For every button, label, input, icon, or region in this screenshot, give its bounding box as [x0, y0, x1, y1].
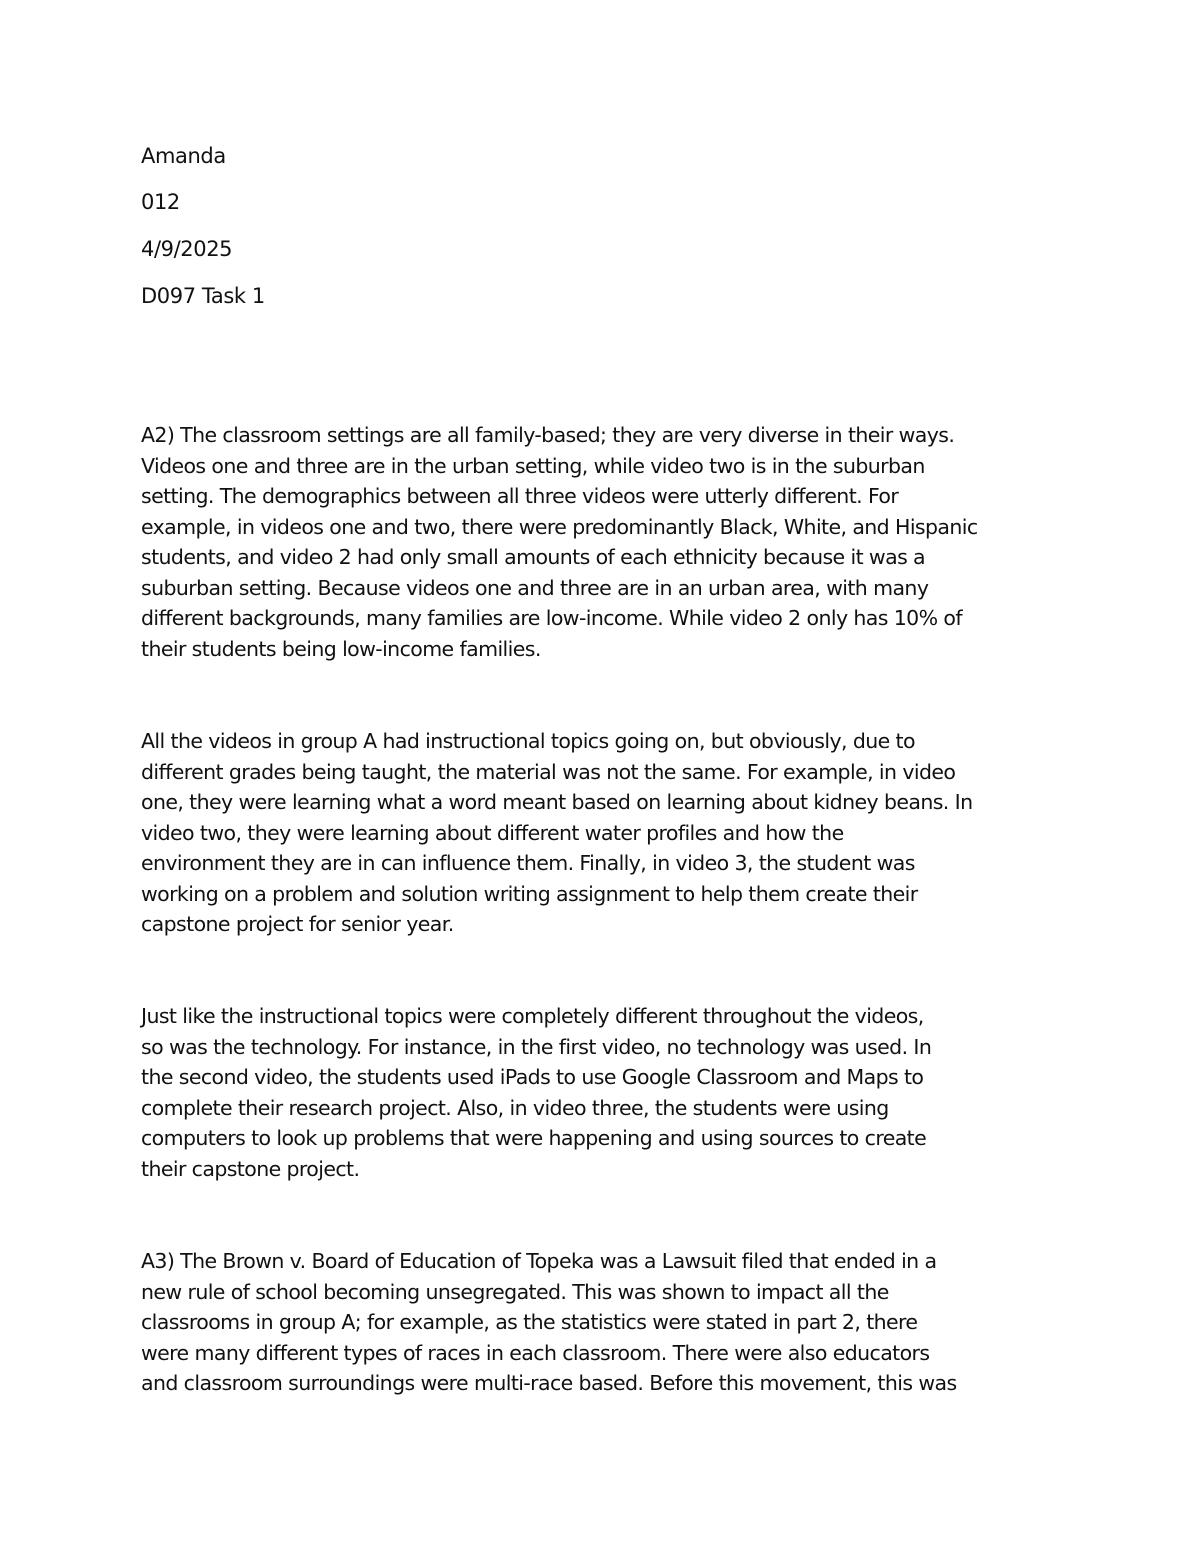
text-line: setting. The demographics between all three videos were utterly different. For: [141, 484, 899, 508]
text-line: complete their research project. Also, in video three, the students were using: [141, 1095, 889, 1120]
text-line: were many different types of races in each classroom. There were also educators: [141, 1340, 930, 1365]
text-line: capstone project for senior year.: [141, 912, 454, 936]
paragraph-a2-settings: [141, 420, 1071, 664]
text-line: suburban setting. Because videos one and three are in an urban area, with many: [141, 575, 929, 600]
text-line: classrooms in group A; for example, as the statistics were stated in part 2, there: [141, 1310, 918, 1334]
text-line: A2) The classroom settings are all family-based; they are very diverse in their ways.: [141, 423, 955, 447]
text-line: Just like the instructional topics were completely different throughout the videos,: [141, 1004, 924, 1028]
student-id: 012: [141, 190, 180, 214]
text-line: video two, they were learning about different water profiles and how the: [141, 820, 844, 845]
text-line: students, and video 2 had only small amounts of each ethnicity because it was a: [141, 545, 926, 569]
text-line: the second video, the students used iPads to use Google Classroom and Maps to: [141, 1065, 924, 1089]
submission-date: 4/9/2025: [141, 237, 233, 261]
course-task-title: D097 Task 1: [141, 284, 265, 308]
text-line: All the videos in group A had instructional topics going on, but obviously, due to: [141, 729, 915, 753]
paragraph-technology: [141, 1001, 1071, 1184]
paragraph-a3-brown-v-board: [141, 1246, 1071, 1399]
text-line: their students being low-income families.: [141, 636, 541, 661]
student-name: Amanda: [141, 144, 226, 168]
paragraph-instructional-topics: [141, 726, 1071, 940]
text-line: computers to look up problems that were happening and using sources to create: [141, 1126, 927, 1150]
text-line: their capstone project.: [141, 1156, 360, 1181]
text-line: one, they were learning what a word meant based on learning about kidney beans. In: [141, 790, 973, 814]
text-line: new rule of school becoming unsegregated. This was shown to impact all the: [141, 1279, 889, 1304]
text-line: environment they are in can influence them. Finally, in video 3, the student was: [141, 851, 915, 875]
text-line: different grades being taught, the material was not the same. For example, in video: [141, 759, 956, 784]
text-line: working on a problem and solution writing assignment to help them create their: [141, 881, 918, 906]
text-line: Videos one and three are in the urban setting, while video two is in the suburban: [141, 453, 925, 478]
text-line: so was the technology. For instance, in the first video, no technology was used. In: [141, 1034, 932, 1059]
text-line: A3) The Brown v. Board of Education of Topeka was a Lawsuit filed that ended in a: [141, 1249, 937, 1273]
text-line: example, in videos one and two, there were predominantly Black, White, and Hispanic: [141, 514, 978, 539]
text-line: and classroom surroundings were multi-race based. Before this movement, this was: [141, 1371, 957, 1395]
text-line: different backgrounds, many families are low-income. While video 2 only has 10% of: [141, 606, 962, 630]
